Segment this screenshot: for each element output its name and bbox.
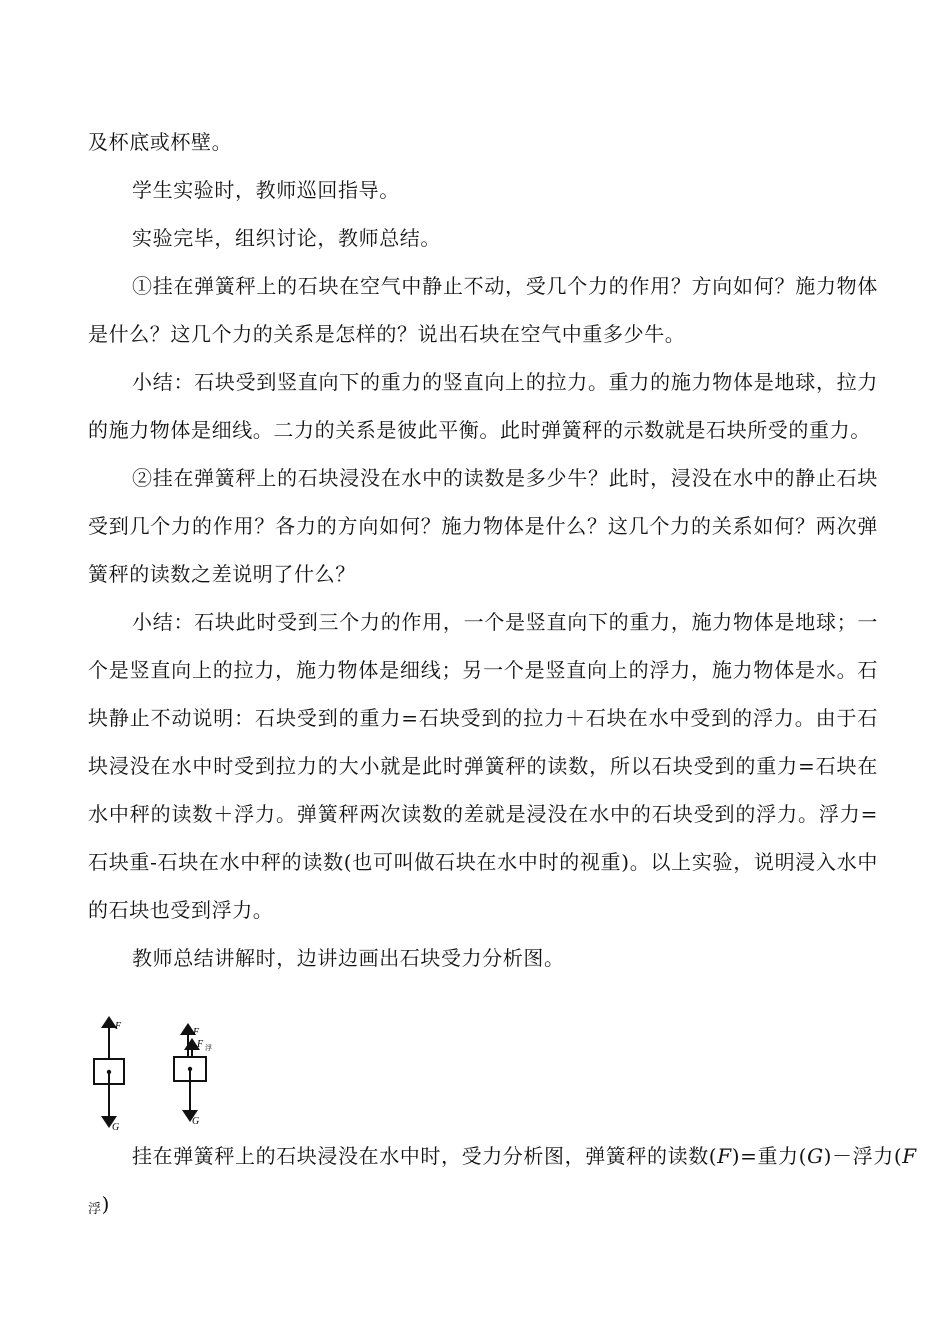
- diagram-caption: [88, 1132, 917, 1234]
- caption-part-2: )=重力(: [731, 1144, 808, 1168]
- right-force-diagram: [174, 1027, 212, 1127]
- caption-part-4: ): [101, 1192, 111, 1216]
- paragraph-6: ②挂在弹簧秤上的石块浸没在水中的读数是多少牛？此时，浸没在水中的静止石块受到几个力的作用？各力的方向如何？施力物体是什么？这几个力的关系如何？两次弹簧秤的读数之差说明了什么？: [88, 466, 878, 586]
- paragraph-5: 小结：石块受到竖直向下的重力的竖直向上的拉力。重力的施力物体是地球，拉力的施力物体是细线。二力的关系是彼此平衡。此时弹簧秤的示数就是石块所受的重力。: [88, 370, 878, 442]
- caption-text: [88, 1132, 917, 1234]
- caption-f-buoyancy-symbol: F: [902, 1144, 917, 1168]
- body-text: [88, 118, 878, 982]
- paragraph-2: 学生实验时，教师巡回指导。: [132, 178, 400, 202]
- paragraph-4: ①挂在弹簧秤上的石块在空气中静止不动，受几个力的作用？方向如何？施力物体是什么？这几个力的关系是怎样的？说出石块在空气中重多少牛。: [88, 274, 878, 346]
- paragraph-8: 教师总结讲解时，边讲边画出石块受力分析图。: [132, 946, 565, 970]
- right-pull-label: F: [193, 1027, 200, 1038]
- right-buoyancy-label: F: [197, 1039, 204, 1050]
- right-buoyancy-subscript: 浮: [205, 1044, 212, 1052]
- paragraph-7: 小结：石块此时受到三个力的作用，一个是竖直向下的重力，施力物体是地球；一个是竖直向上的拉力，施力物体是细线；另一个是竖直向上的浮力，施力物体是水。石块静止不动说明：石块受到的重力=石块受到的拉力＋石块在水中受到的浮力。由于石块浸没在水中时受到拉力的大小就是此时弹簧秤的读数，所以石块受到的重力=石块在水中秤的读数＋浮力。弹簧秤两次读数的差就是浸没在水中的石块受到的浮力。浮力=石块重-石块在水中秤的读数(也可叫做石块在水中时的视重)。以上实验，说明浸入水中的石块也受到浮力。: [88, 610, 878, 922]
- caption-f-buoyancy-subscript: 浮: [88, 1202, 102, 1217]
- caption-f-symbol: F: [717, 1144, 732, 1168]
- left-pull-label: F: [115, 1021, 122, 1032]
- right-gravity-label: G: [192, 1116, 200, 1127]
- paragraph-3: 实验完毕，组织讨论，教师总结。: [132, 226, 441, 250]
- caption-part-3: )－浮力(: [823, 1144, 903, 1168]
- left-gravity-label: G: [112, 1122, 120, 1133]
- caption-part-1: 挂在弹簧秤上的石块浸没在水中时，受力分析图，弹簧秤的读数(: [132, 1144, 718, 1168]
- paragraph-1: 及杯底或杯壁。: [88, 130, 233, 154]
- left-force-diagram: [94, 1021, 124, 1133]
- force-diagram: [84, 1014, 224, 1134]
- caption-g-symbol: G: [807, 1144, 824, 1168]
